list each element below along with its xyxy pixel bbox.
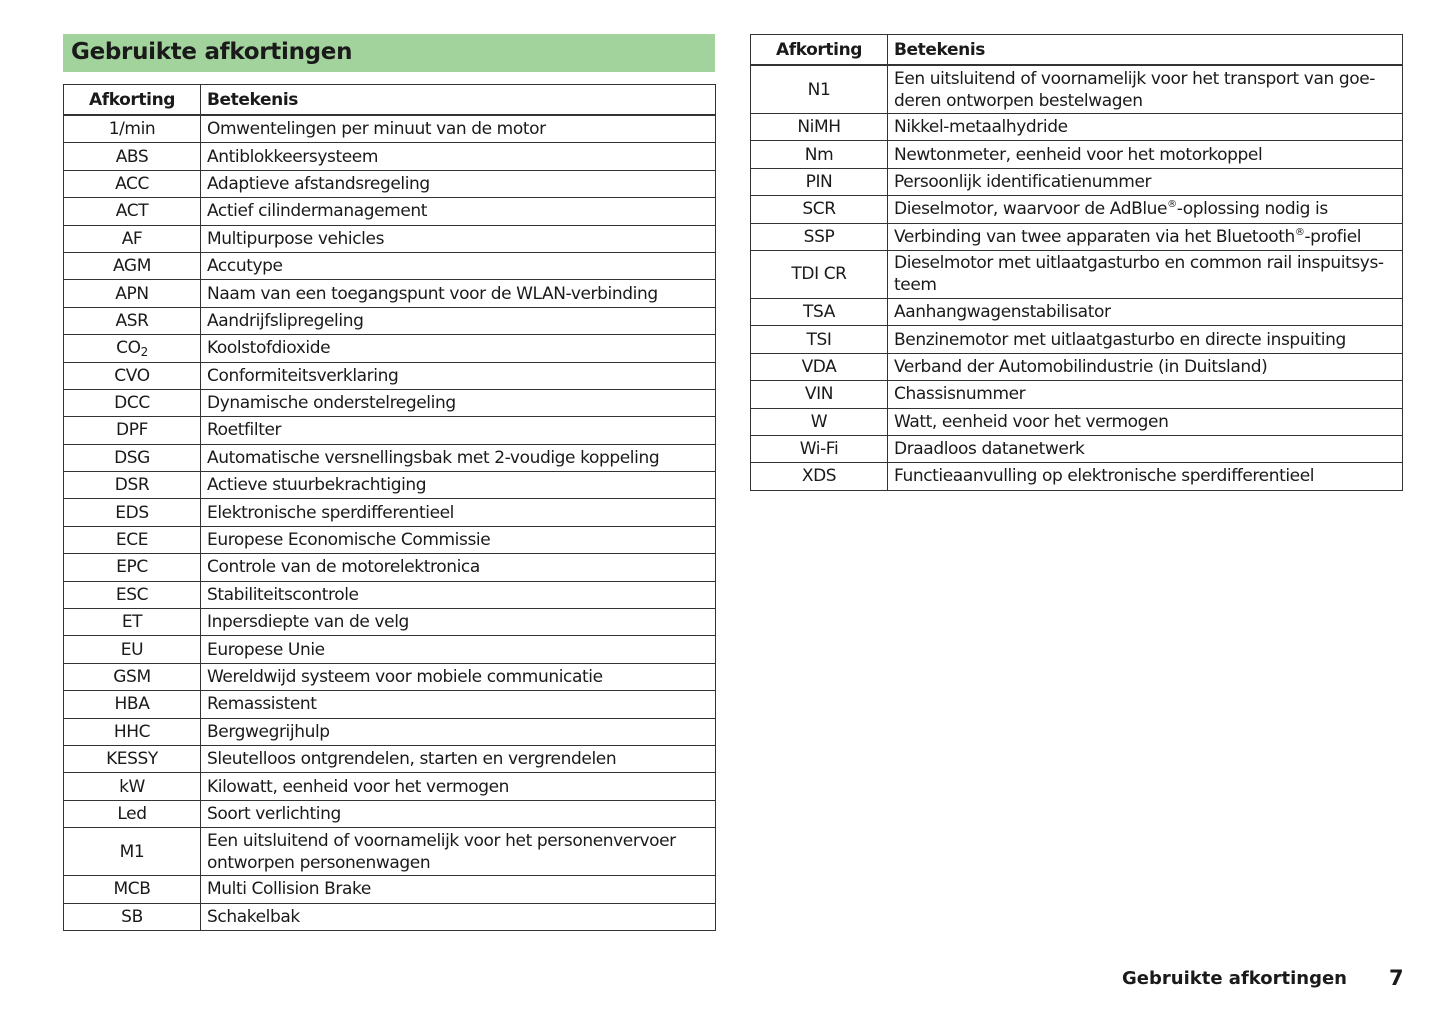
abbreviation-cell <box>751 223 888 250</box>
table-row <box>64 903 716 930</box>
meaning-cell: Remassistent <box>201 691 716 718</box>
table-header-row <box>64 85 716 116</box>
abbreviation-cell <box>64 718 201 745</box>
abbreviation-cell <box>64 499 201 526</box>
abbreviation-cell <box>64 307 201 334</box>
abbreviation-cell <box>64 663 201 690</box>
abbreviation-cell <box>751 463 888 490</box>
abbreviation: SCR <box>802 199 836 220</box>
abbreviation-cell <box>64 609 201 636</box>
meaning-cell: Stabiliteitscontrole <box>201 581 716 608</box>
abbreviation-cell <box>64 198 201 225</box>
table-row <box>64 663 716 690</box>
table-row <box>64 691 716 718</box>
meaning-cell: Naam van een toegangspunt voor de WLAN-verbinding <box>201 280 716 307</box>
abbreviation-cell <box>64 691 201 718</box>
meaning-cell: Newtonmeter, eenheid voor het motorkoppel <box>888 141 1403 168</box>
column-header-meaning: Betekenis <box>201 85 716 116</box>
abbreviation-cell <box>64 280 201 307</box>
abbreviation: Nm <box>804 144 834 165</box>
abbreviation: VDA <box>801 356 837 377</box>
meaning-cell: Kilowatt, eenheid voor het vermogen <box>201 773 716 800</box>
table-row <box>751 168 1403 195</box>
meaning-cell: Actieve stuurbekrachtiging <box>201 472 716 499</box>
meaning-cell: Multi Collision Brake <box>201 876 716 903</box>
table-row <box>751 250 1403 298</box>
page-number: 7 <box>1389 966 1404 990</box>
table-row <box>751 408 1403 435</box>
table-row <box>751 223 1403 250</box>
column-header-abbr: Afkorting <box>751 35 888 66</box>
table-row <box>64 362 716 389</box>
meaning-cell: Chassisnummer <box>888 381 1403 408</box>
abbreviation-cell <box>64 472 201 499</box>
meaning-cell: Draadloos datanetwerk <box>888 435 1403 462</box>
abbreviation: CO <box>116 338 141 359</box>
abbreviation-cell <box>64 554 201 581</box>
abbreviation: ESC <box>115 584 149 605</box>
table-row <box>64 499 716 526</box>
abbreviation: XDS <box>801 466 837 487</box>
meaning-cell: Aandrijfslipregeling <box>201 307 716 334</box>
meaning-cell: Wereldwijd systeem voor mobiele communicatie <box>201 663 716 690</box>
abbreviation: CVO <box>114 365 150 386</box>
table-row <box>64 335 716 362</box>
meaning-cell: Inpersdiepte van de velg <box>201 609 716 636</box>
abbreviation: Wi-Fi <box>799 439 839 460</box>
abbreviation: DSG <box>114 447 150 468</box>
meaning-cell: Verband der Automobilindustrie (in Duitsland) <box>888 353 1403 380</box>
abbreviations-table-right <box>750 34 1403 491</box>
abbreviation: GSM <box>113 667 151 687</box>
meaning-cell: Adaptieve afstandsregeling <box>201 170 716 197</box>
abbreviation: AF <box>121 228 143 249</box>
abbreviation: ACC <box>115 173 149 194</box>
table-row <box>751 141 1403 168</box>
subscript: 2 <box>140 345 148 360</box>
meaning-cell: Antiblokkeersysteem <box>201 143 716 170</box>
abbreviation-cell <box>64 252 201 279</box>
column-header-abbr: Afkorting <box>64 85 201 116</box>
abbreviation: DSR <box>114 475 150 496</box>
meaning-cell: Actief cilindermanagement <box>201 198 716 225</box>
meaning-cell: Een uitsluitend of voornamelijk voor het personenvervoer ontworpen personenwagen <box>201 828 716 876</box>
meaning-cell: Accutype <box>201 252 716 279</box>
abbreviation-cell <box>64 389 201 416</box>
abbreviation: M1 <box>119 841 145 862</box>
meaning-cell: Nikkel-metaalhydride <box>888 114 1403 141</box>
table-header-row <box>751 35 1403 66</box>
abbreviation: ET <box>121 612 143 633</box>
abbreviation: TSI <box>806 329 832 350</box>
abbreviation: VIN <box>804 384 834 405</box>
abbreviation-cell <box>751 250 888 298</box>
abbreviation-cell <box>64 745 201 772</box>
meaning-cell: Dynamische onderstelregeling <box>201 389 716 416</box>
table-row <box>64 526 716 553</box>
table-row <box>751 196 1403 223</box>
meaning-cell: Conformiteitsverklaring <box>201 362 716 389</box>
abbreviation-cell <box>64 903 201 930</box>
abbreviation-cell <box>64 143 201 170</box>
table-row <box>751 65 1403 114</box>
table-row <box>751 353 1403 380</box>
table-row <box>64 252 716 279</box>
abbreviation: SSP <box>803 226 835 247</box>
table-row <box>64 389 716 416</box>
abbreviation-cell <box>64 115 201 143</box>
abbreviation: AGM <box>113 256 151 277</box>
section-title-bar <box>63 34 715 72</box>
table-row <box>751 435 1403 462</box>
abbreviation: TDI CR <box>791 264 847 285</box>
table-row <box>64 417 716 444</box>
abbreviation-cell <box>64 636 201 663</box>
table-row <box>64 718 716 745</box>
abbreviation-cell <box>64 581 201 608</box>
abbreviations-table-left <box>63 84 716 931</box>
table-row <box>64 609 716 636</box>
abbreviation-cell <box>751 196 888 223</box>
abbreviation: ABS <box>115 146 149 167</box>
table-row <box>64 554 716 581</box>
table-row <box>64 307 716 334</box>
table-row <box>64 876 716 903</box>
abbreviation: PIN <box>805 171 833 192</box>
table-row <box>751 381 1403 408</box>
meaning-cell: Dieselmotor, waarvoor de AdBlue®-oplossing nodig is <box>888 196 1403 223</box>
abbreviation: TSA <box>803 302 835 323</box>
meaning-cell: Soort verlichting <box>201 800 716 827</box>
column-header-meaning: Betekenis <box>888 35 1403 66</box>
meaning-cell: Watt, eenheid voor het vermogen <box>888 408 1403 435</box>
meaning-cell: Schakelbak <box>201 903 716 930</box>
abbreviation: SB <box>121 906 143 927</box>
table-row <box>64 472 716 499</box>
meaning-cell: Elektronische sperdifferentieel <box>201 499 716 526</box>
abbreviation-cell <box>751 326 888 353</box>
meaning-cell: Automatische versnellingsbak met 2-voudige koppeling <box>201 444 716 471</box>
table-row <box>64 828 716 876</box>
meaning-cell: Omwentelingen per minuut van de motor <box>201 115 716 143</box>
abbreviation: Led <box>117 803 147 824</box>
meaning-cell: Bergwegrijhulp <box>201 718 716 745</box>
table-row <box>64 115 716 143</box>
meaning-cell: Europese Economische Commissie <box>201 526 716 553</box>
abbreviation: HBA <box>114 694 150 715</box>
abbreviation-cell <box>64 225 201 252</box>
abbreviation: APN <box>115 283 149 304</box>
abbreviation-cell <box>64 828 201 876</box>
abbreviation: EU <box>120 639 144 660</box>
abbreviation: N1 <box>807 79 831 100</box>
table-row <box>64 581 716 608</box>
abbreviation-cell <box>751 168 888 195</box>
meaning-cell: Multipurpose vehicles <box>201 225 716 252</box>
abbreviation-cell <box>64 444 201 471</box>
meaning-cell: Controle van de motorelektronica <box>201 554 716 581</box>
abbreviation-cell <box>64 876 201 903</box>
abbreviation: W <box>810 411 828 432</box>
abbreviation-cell <box>751 381 888 408</box>
abbreviation: HHC <box>113 721 151 742</box>
table-row <box>64 745 716 772</box>
abbreviation: EPC <box>116 557 148 578</box>
table-row <box>64 225 716 252</box>
abbreviation-cell <box>64 362 201 389</box>
abbreviation-cell <box>751 353 888 380</box>
meaning-cell: Persoonlijk identificatienummer <box>888 168 1403 195</box>
abbreviation: NiMH <box>797 117 841 138</box>
abbreviation: DPF <box>116 420 148 441</box>
abbreviation-cell <box>64 170 201 197</box>
abbreviation-cell <box>64 800 201 827</box>
abbreviation: ECE <box>115 530 149 551</box>
meaning-cell: Benzinemotor met uitlaatgasturbo en directe inspuiting <box>888 326 1403 353</box>
meaning-cell: Sleutelloos ontgrendelen, starten en vergrendelen <box>201 745 716 772</box>
abbreviation: DCC <box>114 393 150 414</box>
abbreviation: ACT <box>115 201 149 222</box>
abbreviation: 1/min <box>108 119 156 140</box>
meaning-cell: Functieaanvulling op elektronische sperdifferentieel <box>888 463 1403 490</box>
abbreviation: ASR <box>115 310 149 331</box>
table-row <box>64 773 716 800</box>
abbreviation-cell <box>64 417 201 444</box>
table-row <box>751 326 1403 353</box>
abbreviation-cell <box>751 298 888 325</box>
abbreviation-cell <box>64 335 201 362</box>
meaning-cell: Roetfilter <box>201 417 716 444</box>
abbreviation-cell <box>64 773 201 800</box>
meaning-cell: Europese Unie <box>201 636 716 663</box>
table-row <box>64 143 716 170</box>
abbreviation-cell <box>751 114 888 141</box>
abbreviation-cell <box>751 408 888 435</box>
abbreviation: EDS <box>115 502 149 523</box>
table-row <box>64 800 716 827</box>
table-row <box>64 444 716 471</box>
meaning-cell: Aanhangwagenstabilisator <box>888 298 1403 325</box>
table-row <box>751 298 1403 325</box>
table-row <box>64 198 716 225</box>
meaning-cell: Verbinding van twee apparaten via het Bluetooth®-profiel <box>888 223 1403 250</box>
meaning-cell: Een uitsluitend of voornamelijk voor het transport van goe-deren ontworpen bestelwagen <box>888 65 1403 114</box>
abbreviation-cell <box>751 65 888 114</box>
table-row <box>751 463 1403 490</box>
abbreviation: KESSY <box>106 749 158 770</box>
table-row <box>751 114 1403 141</box>
abbreviation-cell <box>64 526 201 553</box>
abbreviation-cell <box>751 435 888 462</box>
table-row <box>64 280 716 307</box>
abbreviation: MCB <box>113 879 151 900</box>
table-row <box>64 170 716 197</box>
section-title: Gebruikte afkortingen <box>71 39 353 65</box>
meaning-cell: Koolstofdioxide <box>201 335 716 362</box>
abbreviation-cell <box>751 141 888 168</box>
footer-section-title: Gebruikte afkortingen <box>1122 968 1347 989</box>
table-row <box>64 636 716 663</box>
abbreviation: kW <box>119 776 145 797</box>
meaning-cell: Dieselmotor met uitlaatgasturbo en common rail inspuitsys-teem <box>888 250 1403 298</box>
